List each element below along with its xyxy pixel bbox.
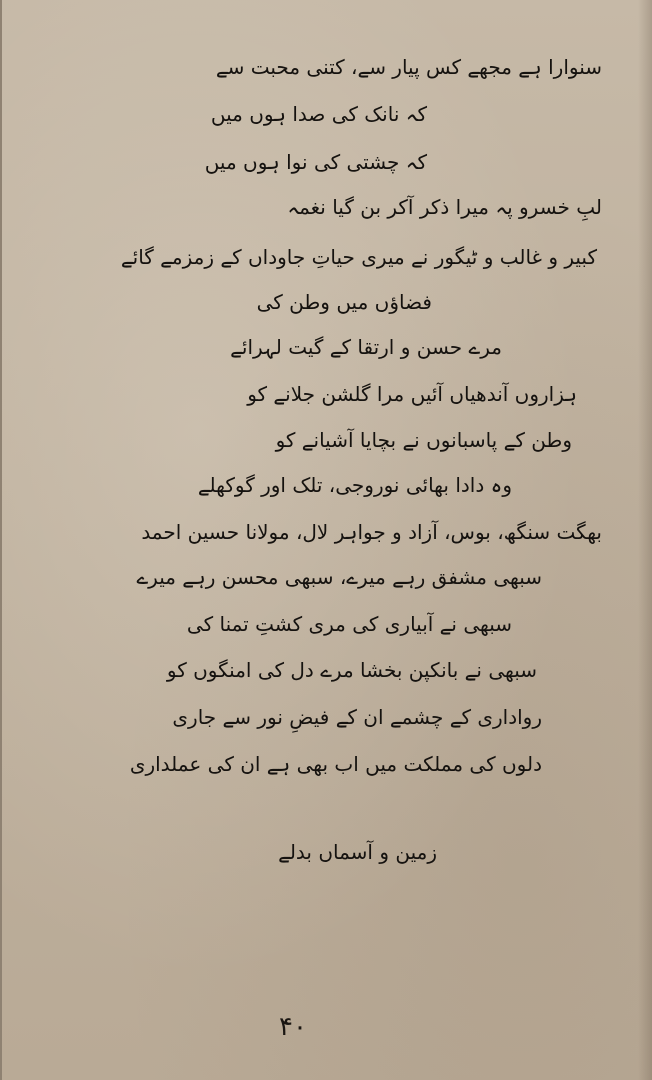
poem-line-11: بھگت سنگھ، بوس، آزاد و جواہر لال، مولانا حسین احمد	[141, 520, 602, 544]
poem-line-1: سنوارا ہے مجھے کس پیار سے، کتنی محبت سے	[215, 55, 602, 79]
poem-line-8: ہزاروں آندھیاں آئیں مرا گلشن جلانے کو	[247, 382, 577, 406]
poem-line-4: لبِ خسرو پہ میرا ذکر آکر بن گیا نغمہ	[287, 195, 602, 219]
poem-line-13: سبھی نے آبیاری کی مری کشتِ تمنا کی	[186, 612, 512, 636]
poem-line-12: سبھی مشفق رہے میرے، سبھی محسن رہے میرے	[136, 565, 542, 589]
poem-line-2: کہ نانک کی صدا ہوں میں	[210, 102, 427, 126]
poem-line-9: وطن کے پاسبانوں نے بچایا آشیانے کو	[275, 428, 572, 452]
poem-line-3: کہ چشتی کی نوا ہوں میں	[204, 150, 427, 174]
poem-line-14: سبھی نے بانکپن بخشا مرے دل کی امنگوں کو	[166, 658, 537, 682]
page-edge-shadow	[638, 0, 652, 1080]
poem-line-7: مرے حسن و ارتقا کے گیت لہرائے	[230, 335, 502, 359]
poem-line-15: رواداری کے چشمے ان کے فیضِ نور سے جاری	[172, 705, 542, 729]
poem-line-5: کبیر و غالب و ٹیگور نے میری حیاتِ جاوداں کے زمزمے گائے	[120, 245, 597, 269]
poem-line-16: دلوں کی مملکت میں اب بھی ہے ان کی عملداری	[129, 752, 542, 776]
next-poem-title: زمین و آسماں بدلے	[278, 840, 437, 864]
page-number: ۴۰	[279, 1012, 307, 1042]
poem-line-10: وہ دادا بھائی نوروجی، تلک اور گوکھلے	[197, 473, 512, 497]
poem-line-6: فضاؤں میں وطن کی	[256, 290, 432, 314]
